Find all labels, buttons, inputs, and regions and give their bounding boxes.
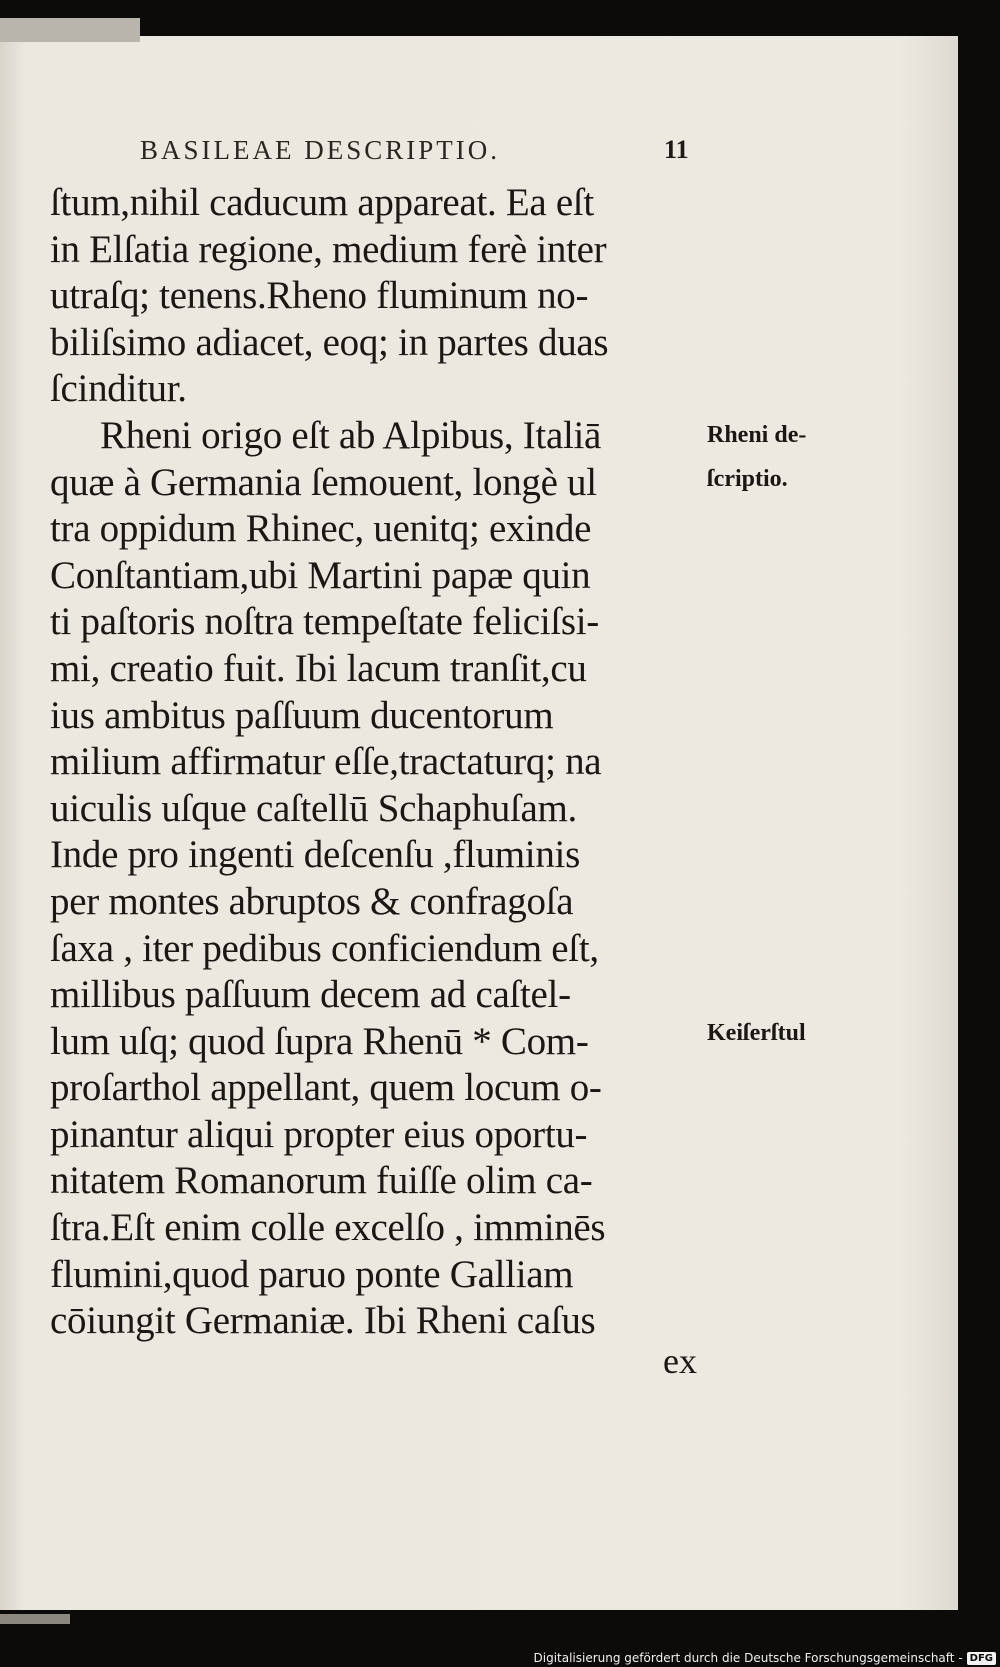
text-line: flumini,quod paruo ponte Galliam xyxy=(50,1252,574,1296)
text-line: ius ambitus paſſuum ducentorum xyxy=(50,693,554,737)
folio-number: 11 xyxy=(664,135,689,164)
page-edge-strip-bottom xyxy=(0,1614,70,1624)
text-line: lum uſq; quod ſupra Rhenū * Com- xyxy=(50,1019,589,1063)
text-line: quæ à Germania ſemouent, longè ul xyxy=(50,460,597,504)
body-text xyxy=(50,180,710,1345)
text-line: biliſsimo adiacet, eoq; in partes duas xyxy=(50,320,609,364)
dfg-logo: DFG xyxy=(967,1652,996,1665)
text-line: cōiungit Germaniæ. Ibi Rheni caſus xyxy=(50,1299,596,1343)
text-line: mi, creatio fuit. Ibi lacum tranſit,cu xyxy=(50,646,587,690)
text-line: ſtra.Eſt enim colle excelſo , imminēs xyxy=(50,1206,606,1250)
catchword: ex xyxy=(663,1341,697,1381)
text-line: uiculis uſque caſtellū Schaphuſam. xyxy=(50,786,578,830)
text-line: utraſq; tenens.Rheno fluminum no- xyxy=(50,274,589,318)
text-line: Inde pro ingenti deſcenſu ,fluminis xyxy=(50,833,580,877)
funding-notice: Digitalisierung gefördert durch die Deutsche Forschungsgemeinschaft - xyxy=(533,1651,963,1665)
text-line: tra oppidum Rhinec, uenitq; exinde xyxy=(50,507,592,551)
text-line: ſtum,nihil caducum appareat. Ea eſt xyxy=(50,181,594,224)
running-title: BASILEAE DESCRIPTIO. xyxy=(140,135,501,165)
marginal-note: ſcriptio. xyxy=(707,466,788,492)
text-line: in Elſatia regione, medium ferè inter xyxy=(50,227,607,271)
text-line: milium affirmatur eſſe,tractaturq; na xyxy=(50,740,602,784)
text-line: nitatem Romanorum fuiſſe olim ca- xyxy=(50,1159,593,1203)
digitization-footer xyxy=(534,1651,997,1665)
page-edge-strip xyxy=(0,18,140,42)
marginal-note: Keiſerſtul xyxy=(707,1020,806,1046)
marginal-note: Rheni de- xyxy=(707,422,807,448)
text-line: per montes abruptos & confragoſa xyxy=(50,879,574,923)
text-line: ſcinditur. xyxy=(50,367,187,411)
text-line: proſarthol appellant, quem locum o- xyxy=(50,1066,602,1110)
text-line: millibus paſſuum decem ad caſtel- xyxy=(50,973,571,1017)
text-line: Rheni origo eſt ab Alpibus, Italiā xyxy=(100,413,602,457)
text-line: Conſtantiam,ubi Martini papæ quin xyxy=(50,553,591,597)
text-line: pinantur aliqui propter eius oportu- xyxy=(50,1112,588,1156)
text-line: ti paſtoris noſtra tempeſtate feliciſsi- xyxy=(50,600,599,644)
text-line: ſaxa , iter pedibus conficiendum eſt, xyxy=(50,926,599,970)
